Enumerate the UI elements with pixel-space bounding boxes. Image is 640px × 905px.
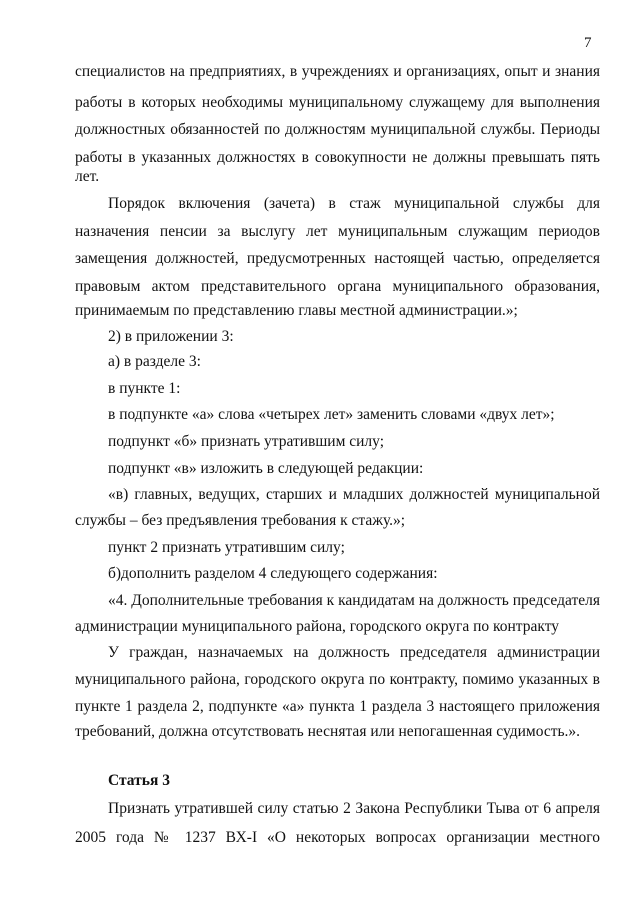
text-line: должностных обязанностей по должностям муниципальной службы. Периоды <box>75 121 600 138</box>
text-line: 2005 года № 1237 ВХ-I «О некоторых вопросах организации местного <box>75 829 600 846</box>
page-number: 7 <box>584 35 592 51</box>
text-line: работы в указанных должностях в совокупности не должны превышать пять <box>75 149 600 166</box>
text-line: принимаемым по представлению главы местной администрации.»; <box>75 302 518 319</box>
text-line: требований, должна отсутствовать неснятая или непогашенная судимость.». <box>75 723 581 740</box>
text-line: работы в которых необходимы муниципальному служащему для выполнения <box>75 94 600 111</box>
text-line: Признать утратившей силу статью 2 Закона Республики Тыва от 6 апреля <box>108 800 600 817</box>
text-line: «в) главных, ведущих, старших и младших должностей муниципальной <box>108 486 600 503</box>
text-line: правовым актом представительного органа муниципального образования, <box>75 278 600 295</box>
text-line: лет. <box>75 168 100 185</box>
text-line: У граждан, назначаемых на должность председателя администрации <box>108 644 600 661</box>
text-line: в подпункте «а» слова «четырех лет» заменить словами «двух лет»; <box>108 406 555 423</box>
text-line: в пункте 1: <box>108 380 181 397</box>
text-line: замещения должностей, предусмотренных настоящей частью, определяется <box>75 250 600 267</box>
text-line: а) в разделе 3: <box>108 353 201 370</box>
text-line: подпункт «в» изложить в следующей редакции: <box>108 460 424 477</box>
text-line: пункте 1 раздела 2, подпункте «а» пункта 1 раздела 3 настоящего приложения <box>75 698 600 715</box>
text-line: подпункт «б» признать утратившим силу; <box>108 433 385 450</box>
text-line: «4. Дополнительные требования к кандидатам на должность председателя <box>108 592 600 609</box>
text-line: специалистов на предприятиях, в учреждениях и организациях, опыт и знания <box>75 63 600 80</box>
text-line: Порядок включения (зачета) в стаж муниципальной службы для <box>108 195 600 212</box>
text-line: муниципального района, городского округа по контракту, помимо указанных в <box>75 671 600 688</box>
text-line: администрации муниципального района, городского округа по контракту <box>75 618 560 635</box>
text-line: назначения пенсии за выслугу лет муниципальным служащим периодов <box>75 223 600 240</box>
text-line: б)дополнить разделом 4 следующего содержания: <box>108 565 438 582</box>
text-line: пункт 2 признать утратившим силу; <box>108 539 345 556</box>
article-heading: Статья 3 <box>108 772 170 789</box>
text-line: службы – без предъявления требования к стажу.»; <box>75 512 406 529</box>
text-line: 2) в приложении 3: <box>108 328 234 345</box>
